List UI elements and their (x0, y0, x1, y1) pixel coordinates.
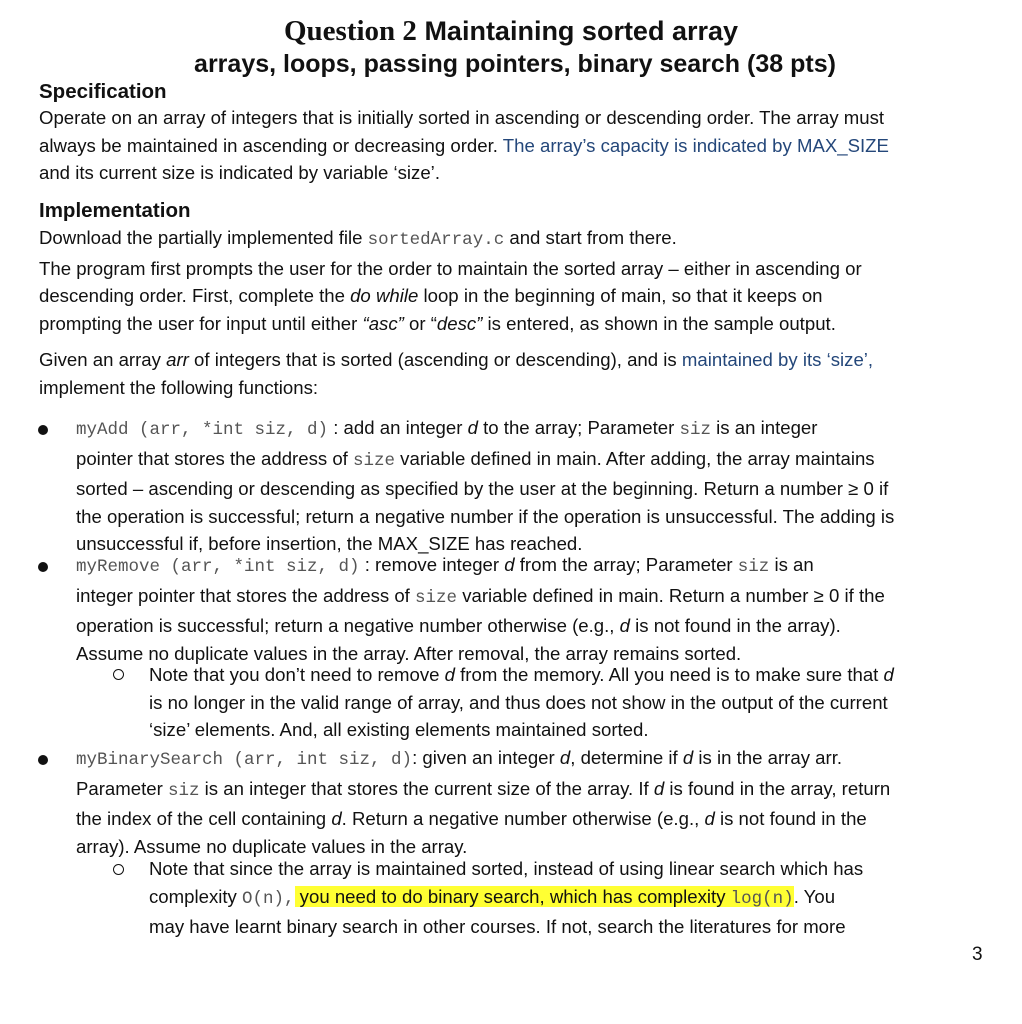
page-number: 3 (972, 944, 983, 965)
mybinarysearch-line: myBinarySearch (arr, int siz, d): given an integer d, determine if d is in the array arr. (76, 747, 843, 770)
note-line: is no longer in the valid range of array, and thus does not show in the output of the current (149, 691, 888, 713)
myremove-line: myRemove (arr, *int siz, d) : remove integer d from the array; Parameter siz is an (76, 554, 814, 577)
highlighted-text: you need to do binary search, which has complexity log(n) (294, 885, 794, 909)
mybinarysearch-line: array). Assume no duplicate values in the array. (76, 835, 468, 857)
myadd-line: sorted – ascending or descending as specified by the user at the beginning. Return a number ≥ 0 if (76, 478, 889, 499)
note-line: may have learnt binary search in other courses. If not, search the literatures for more (149, 916, 846, 937)
impl-line: Given an array arr of integers that is sorted (ascending or descending), and is maintained by its ‘size’, (39, 349, 874, 370)
bullet-icon (38, 562, 48, 572)
note-line: ‘size’ elements. And, all existing elements maintained sorted. (149, 719, 649, 740)
question-heading: Maintaining sorted array (424, 16, 739, 46)
impl-line: The program first prompts the user for the order to maintain the sorted array – either in ascending or (39, 257, 862, 279)
myadd-line: the operation is successful; return a negative number if the operation is unsuccessful. The adding is (76, 505, 895, 527)
spec-line: and its current size is indicated by variable ‘size’. (39, 162, 440, 183)
mybinarysearch-signature: myBinarySearch (arr, int siz, d) (76, 750, 413, 770)
function-myremove (76, 551, 991, 667)
impl-line: descending order. First, complete the do while loop in the beginning of main, so that it keeps on (39, 285, 823, 306)
myremove-line: Assume no duplicate values in the array. After removal, the array remains sorted. (76, 642, 742, 664)
page-title (0, 14, 1022, 48)
myadd-line: myAdd (arr, *int siz, d) : add an integer d to the array; Parameter siz is an integer (76, 417, 818, 440)
function-myadd (76, 414, 991, 558)
impl-line: Download the partially implemented file sortedArray.c and start from there. (39, 227, 677, 250)
bullet-icon (38, 425, 48, 435)
myadd-line: unsuccessful if, before insertion, the MAX_SIZE has reached. (76, 533, 583, 554)
specification-text (39, 104, 989, 187)
myremove-signature: myRemove (arr, *int siz, d) (76, 557, 360, 577)
mybinarysearch-line: Parameter siz is an integer that stores the current size of the array. If d is found in the array, return (76, 777, 891, 801)
impl-line: prompting the user for input until either “asc” or “desc” is entered, as shown in the sample output. (39, 312, 836, 334)
note-line: Note that you don’t need to remove d from the memory. All you need is to make sure that d (149, 664, 894, 685)
myremove-line: operation is successful; return a negative number otherwise (e.g., d is not found in the array). (76, 615, 841, 636)
page-subtitle: arrays, loops, passing pointers, binary search (38 pts) (194, 50, 836, 78)
implementation-text (39, 224, 989, 337)
mybinarysearch-note (149, 855, 989, 941)
impl-line: implement the following functions: (39, 376, 319, 398)
spec-line: always be maintained in ascending or decreasing order. The array’s capacity is indicated by MAX_SIZE (39, 134, 889, 156)
bullet-icon (38, 755, 48, 765)
implementation-heading: Implementation (39, 199, 191, 222)
note-line: complexity O(n), you need to do binary search, which has complexity log(n). You (149, 885, 836, 909)
myadd-signature: myAdd (arr, *int siz, d) (76, 420, 329, 440)
myremove-line: integer pointer that stores the address of size variable defined in main. Return a number ≥ 0 if the (76, 584, 885, 608)
sub-bullet-icon (113, 864, 124, 875)
implementation-intro (39, 346, 989, 401)
question-number: Question 2 (283, 15, 417, 47)
filename-code: sortedArray.c (367, 230, 505, 250)
myadd-line: pointer that stores the address of size variable defined in main. After adding, the array maintains (76, 447, 875, 471)
myremove-note (149, 661, 989, 744)
sub-bullet-icon (113, 669, 124, 680)
note-line: Note that since the array is maintained sorted, instead of using linear search which has (149, 858, 864, 879)
spec-line: Operate on an array of integers that is initially sorted in ascending or descending order. The array must (39, 107, 885, 128)
specification-heading: Specification (39, 80, 167, 103)
function-mybinarysearch (76, 744, 991, 860)
mybinarysearch-line: the index of the cell containing d. Return a negative number otherwise (e.g., d is not found in the (76, 808, 867, 829)
